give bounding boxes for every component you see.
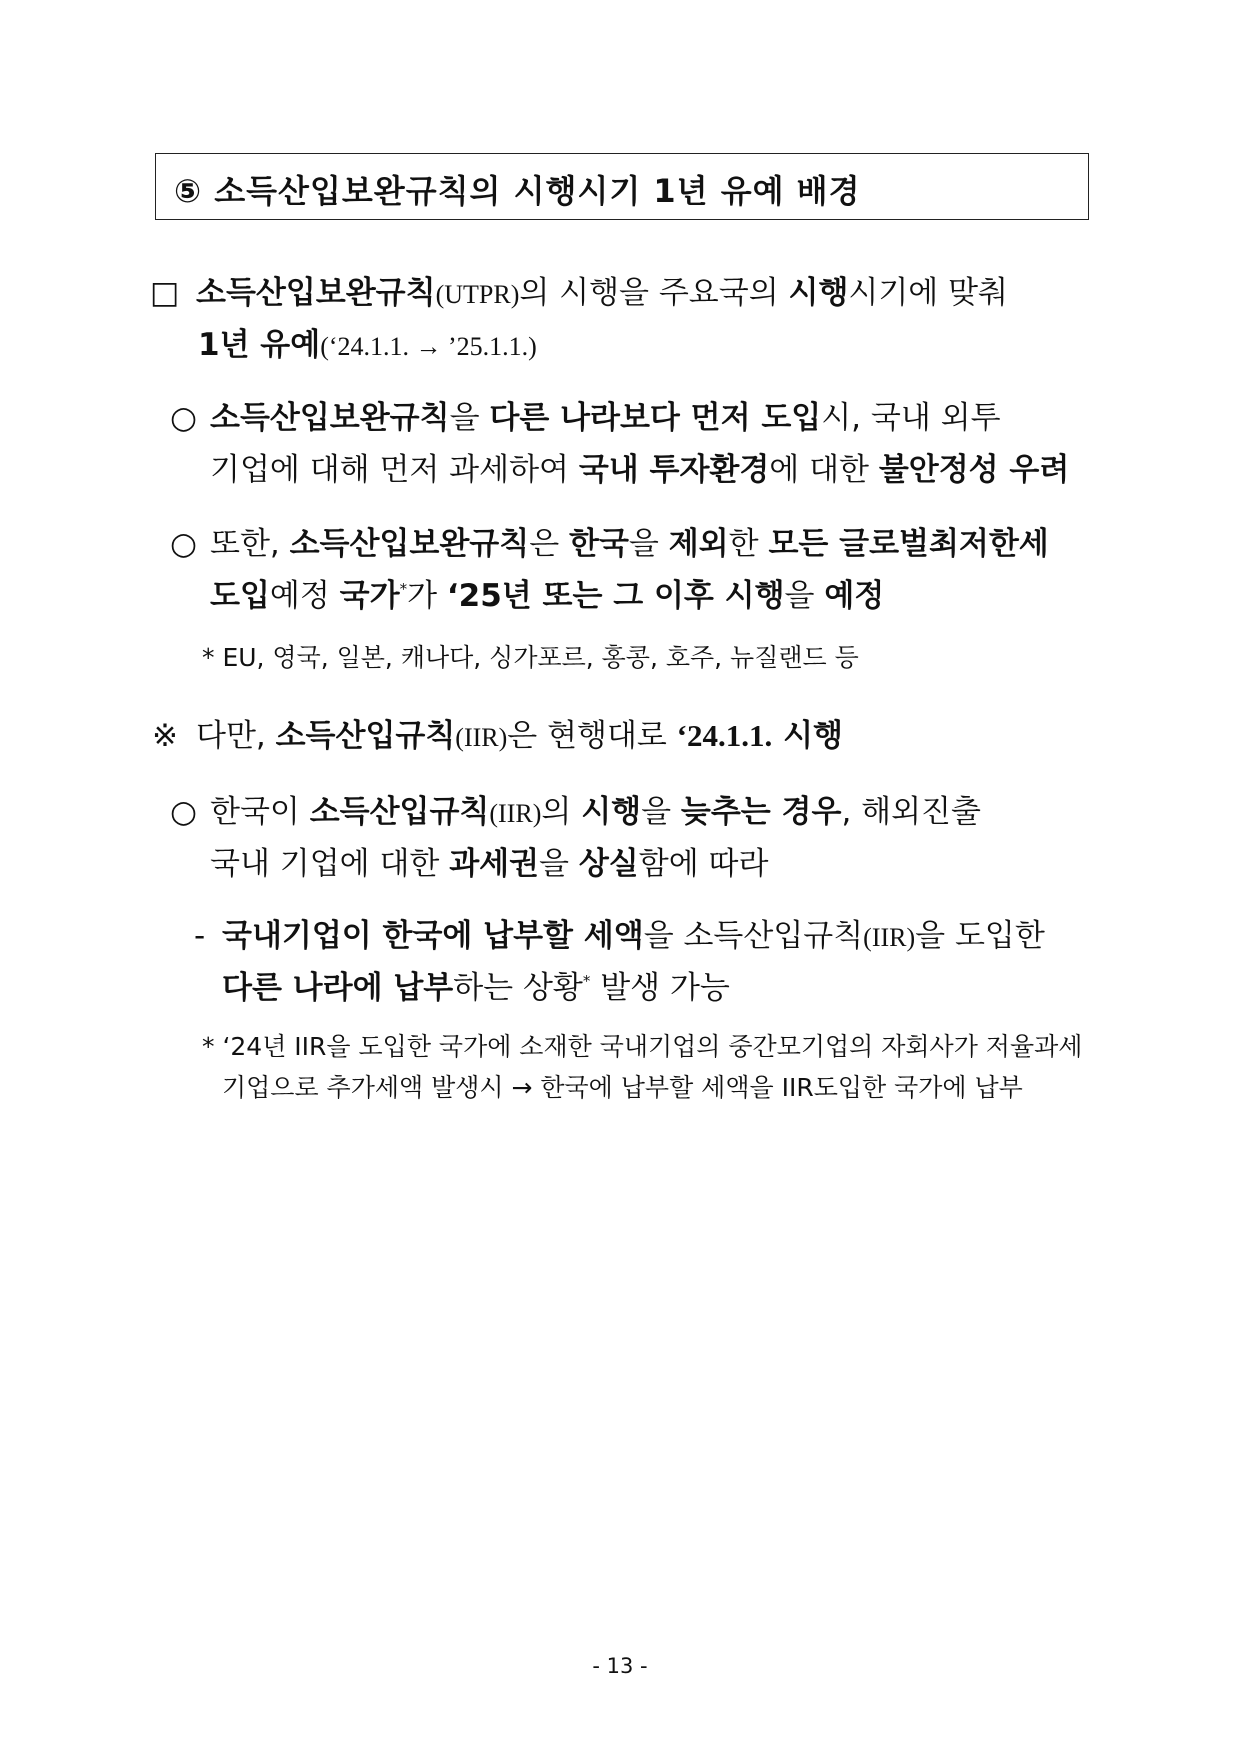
text-bold: 1년 유예 [198,327,321,363]
checkbox-marker: □ [150,275,180,311]
sub-item-1-line-1 [170,400,1001,436]
text-bold: 시행 [788,275,849,311]
text: 을 [641,794,681,830]
text: 가 [407,578,447,614]
section-number: ⑤ [174,172,203,210]
text-bold: 국가 [339,578,400,614]
text: 발생 가능 [590,970,730,1006]
text-bold: 국내기업이 한국에 납부할 세액 [222,918,644,954]
text-bold: 상실 [578,846,639,882]
text: 하는 상황 [453,970,583,1006]
text-bold: 소득산입보완규칙 [289,526,530,562]
sub-item-3-line-1 [170,794,981,830]
text: 을 [539,846,579,882]
text: 함에 따라 [638,846,769,882]
text: 에 대한 [769,452,879,488]
circle-marker: ○ [170,400,198,436]
section-title-box [155,153,1089,220]
text-bold: 시행 [581,794,642,830]
text: 다만, [196,718,276,754]
section-title [174,166,860,212]
text: 은 현행대로 [507,718,677,754]
text-bold: 한국 [569,526,629,562]
text-bold: 늦추는 경우 [680,794,842,830]
text: 시, 국내 외투 [821,400,1001,436]
dash-item-line-1 [194,918,1045,954]
text: 시기에 맞춰 [848,275,1008,311]
text-bold: 예정 [824,578,885,614]
footnote-iir-line-1: * ‘24년 IIR을 도입한 국가에 소재한 국내기업의 중간모기업의 자회사가 저율과세 [202,1032,1083,1061]
text-bold-date: ‘24.1.1. [676,718,773,753]
text: 을 도입한 [915,918,1045,954]
remark-line [152,720,843,752]
text: 을 소득산입규칙 [643,918,864,954]
footnote-marker: * [399,580,408,598]
circle-marker: ○ [170,526,198,562]
text-bold: 도입 [210,578,270,614]
text-bold: 다른 나라보다 먼저 도입 [489,400,822,436]
text-abbrev: (IIR) [455,723,508,752]
text: 의 [541,794,582,830]
text: 국내 기업에 대한 [210,846,450,882]
text-bold: 소득산입보완규칙 [196,275,436,311]
text-bold: 과세권 [449,846,540,882]
text: 의 시행을 주요국의 [519,275,789,311]
text: 기업에 대해 먼저 과세하여 [210,452,579,488]
text-bold: 소득산입규칙 [309,794,490,830]
text: 을 [449,400,490,436]
text: 또한, [210,526,290,562]
main-item-line-2 [198,327,537,363]
text: 예정 [269,578,340,614]
page-number: - 13 - [592,1654,648,1678]
text-bold: 시행 [772,718,843,754]
text-bold: 불안정성 우려 [878,452,1070,488]
text-bold: 소득산입규칙 [275,718,456,754]
text-bold: 모든 글로벌최저한세 [768,526,1049,562]
text: 을 [628,526,669,562]
footnote-marker: * [582,972,591,990]
text-abbrev: (IIR) [489,799,542,828]
footnote-countries: * EU, 영국, 일본, 캐나다, 싱가포르, 홍콩, 호주, 뉴질랜드 등 [202,643,859,672]
text-abbrev: (UTPR) [435,280,520,309]
text-bold: 국내 투자환경 [578,452,770,488]
text: 한 [728,526,769,562]
text-dates: (‘24.1.1. → ’25.1.1.) [320,332,537,361]
sub-item-2-line-2 [210,578,885,614]
text: 은 [529,526,569,562]
sub-item-1-line-2 [210,452,1070,488]
sub-item-2-line-1 [170,526,1049,562]
text-bold: 제외 [668,526,729,562]
text-abbrev: (IIR) [863,923,916,952]
text: 을 [784,578,825,614]
reference-marker: ※ [152,718,178,754]
footnote-iir-line-2: 기업으로 추가세액 발생시 → 한국에 납부할 세액을 IIR도입한 국가에 납부 [222,1073,1023,1102]
text-bold: 소득산입보완규칙 [210,400,450,436]
main-item-line-1 [150,275,1008,311]
text-bold: 다른 나라에 납부 [222,970,454,1006]
dash-marker: - [194,918,206,954]
section-title-text: 소득산입보완규칙의 시행시기 1년 유예 배경 [214,172,861,210]
dash-item-line-2 [222,970,730,1006]
circle-marker: ○ [170,794,198,830]
text-bold: ‘25년 또는 그 이후 시행 [446,578,785,614]
text: 한국이 [210,794,310,830]
sub-item-3-line-2 [210,846,769,882]
text: , 해외진출 [841,794,981,830]
